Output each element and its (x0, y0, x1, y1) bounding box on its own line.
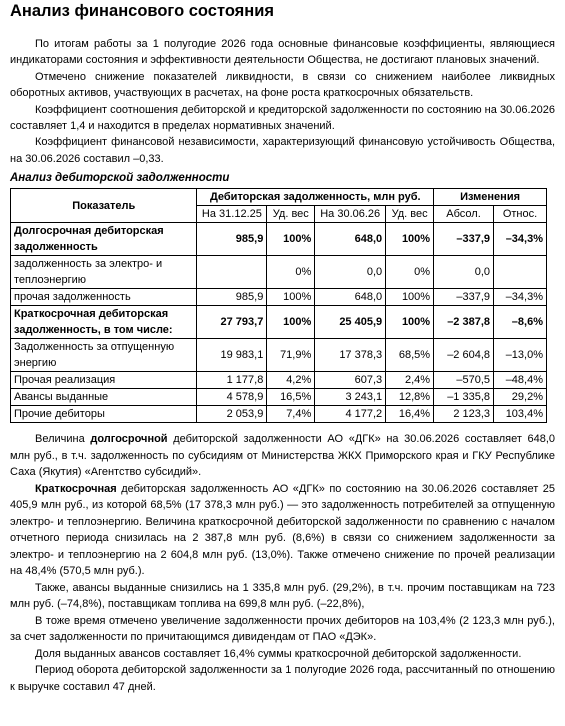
cell: 103,4% (494, 406, 547, 423)
cell: 71,9% (267, 339, 315, 372)
cell: 16,4% (386, 406, 434, 423)
cell: 4,2% (267, 372, 315, 389)
cell: 2 123,3 (434, 406, 494, 423)
cell: –8,6% (494, 306, 547, 339)
cell: –34,3% (494, 223, 547, 256)
cell: 648,0 (315, 289, 386, 306)
cell: 1 177,8 (197, 372, 267, 389)
cell (494, 256, 547, 289)
subheader-cell: Относ. (494, 206, 547, 223)
cell: 100% (386, 306, 434, 339)
cell: –337,9 (434, 289, 494, 306)
cell: –570,5 (434, 372, 494, 389)
page-title: Анализ финансового состояния (10, 2, 275, 20)
cell: 25 405,9 (315, 306, 386, 339)
table-row (11, 306, 547, 339)
cell: –2 604,8 (434, 339, 494, 372)
row-label: Прочая реализация (11, 372, 197, 389)
cell: 3 243,1 (315, 389, 386, 406)
cell: 648,0 (315, 223, 386, 256)
table-row (11, 339, 547, 372)
header-changes: Изменения (434, 189, 547, 206)
table-row (11, 289, 547, 306)
subheader-cell: На 31.12.25 (197, 206, 267, 223)
text-run: дебиторской задолженности АО «ДГК» на 30.06.2026 составляет 648,0 млн руб., в т.ч. задолженность по субсидиям от Министерства ЖКХ Приморского края и ГКУ Республике Саха (Якутия) «Агентство субсидий». (10, 433, 555, 479)
row-label: задолженность за электро- и теплоэнергию (11, 256, 197, 289)
cell: 0,0 (434, 256, 494, 289)
cell: –34,3% (494, 289, 547, 306)
intro-paragraph: По итогам работы за 1 полугодие 2026 года основные финансовые коэффициенты, являющиеся индикаторами состояния и эффективности деятельности Общества, не достигают плановых значений. (10, 38, 555, 67)
text-run: дебиторская задолженность АО «ДГК» по состоянию на 30.06.2026 составляет 25 405,9 млн руб., из которой 68,5% (17 378,3 млн руб.) — это задолженность потребителей за отпущенную электро- и теплоэнергию. Величина краткосрочной дебиторской задолженности по сравнению с началом отчетного периода снизилась на 2 387,8 млн руб. (8,6%) в связи со снижением задолженности за электро- и теплоэнергию на 2 604,8 млн руб. (13,0%). Также отмечено снижение по прочей реализации на 48,4% (570,5 млн руб.). (10, 482, 555, 578)
subheader-cell: На 30.06.26 (315, 206, 386, 223)
cell: 0% (267, 256, 315, 289)
cell: 0% (386, 256, 434, 289)
subheader-cell: Уд. вес (267, 206, 315, 223)
cell: 68,5% (386, 339, 434, 372)
cell: 100% (386, 289, 434, 306)
cell: –2 387,8 (434, 306, 494, 339)
table-row (11, 406, 547, 423)
cell: 2 053,9 (197, 406, 267, 423)
subheader-cell: Уд. вес (386, 206, 434, 223)
cell: 4 578,9 (197, 389, 267, 406)
row-label: Долгосрочная дебиторская задолженность (11, 223, 197, 256)
subheader-cell: Абсол. (434, 206, 494, 223)
cell: 100% (267, 306, 315, 339)
cell: 4 177,2 (315, 406, 386, 423)
analysis-paragraph: В тоже время отмечено увеличение задолженности прочих дебиторов на 103,4% (2 123,3 млн руб.), за счет задолженности по причитающимся дивидендам от ПАО «ДЭК». (10, 614, 555, 644)
analysis-paragraph: Период оборота дебиторской задолженности за 1 полугодие 2026 года, рассчитанный по отношению к выручке составил 47 дней. (10, 664, 555, 693)
text-run: Величина (35, 433, 91, 446)
table-row (11, 223, 547, 256)
cell: 100% (267, 223, 315, 256)
table-row (11, 389, 547, 406)
cell: 12,8% (386, 389, 434, 406)
cell: 29,2% (494, 389, 547, 406)
intro-paragraph: Коэффициент соотношения дебиторской и кредиторской задолженности по состоянию на 30.06.2026 составляет 1,4 и находится в пределах нормативных значений. (10, 103, 555, 133)
header-indicator: Показатель (11, 189, 197, 223)
intro-paragraph: Коэффициент финансовой независимости, характеризующий финансовую устойчивость Общества, на 30.06.2026 составил –0,33. (10, 136, 555, 165)
section-subtitle: Анализ дебиторской задолженности (10, 172, 230, 185)
table-header-row (11, 189, 547, 206)
intro-section (10, 36, 555, 167)
cell: 17 378,3 (315, 339, 386, 372)
receivables-table (10, 188, 547, 423)
row-label: Авансы выданные (11, 389, 197, 406)
analysis-paragraph (10, 481, 555, 580)
row-label: прочая задолженность (11, 289, 197, 306)
cell: 985,9 (197, 223, 267, 256)
cell (197, 256, 267, 289)
row-label: Краткосрочная дебиторская задолженность, в том числе: (11, 306, 197, 339)
cell: –337,9 (434, 223, 494, 256)
cell: 607,3 (315, 372, 386, 389)
cell: 7,4% (267, 406, 315, 423)
header-debt: Дебиторская задолженность, млн руб. (197, 189, 434, 206)
row-label: Задолженность за отпущенную энергию (11, 339, 197, 372)
analysis-paragraph (10, 431, 555, 481)
cell: –1 335,8 (434, 389, 494, 406)
analysis-paragraph: Доля выданных авансов составляет 16,4% суммы краткосрочной дебиторской задолженности. (35, 647, 522, 660)
table-row (11, 372, 547, 389)
cell: –48,4% (494, 372, 547, 389)
cell: 100% (386, 223, 434, 256)
cell: 0,0 (315, 256, 386, 289)
analysis-paragraph: Также, авансы выданные снизились на 1 335,8 млн руб. (29,2%), в т.ч. прочим поставщикам на 723 млн руб. (–74,8%), поставщикам топлива на 699,8 млн руб. (–22,8%), (10, 581, 555, 611)
cell: –13,0% (494, 339, 547, 372)
text-run-bold: Краткосрочная (35, 482, 117, 495)
row-label: Прочие дебиторы (11, 406, 197, 423)
analysis-section (10, 431, 555, 695)
cell: 2,4% (386, 372, 434, 389)
intro-paragraph: Отмечено снижение показателей ликвидности, в связи со снижением наиболее ликвидных оборотных активов, участвующих в расчетах, на фоне роста краткосрочных обязательств. (10, 70, 555, 100)
text-run-bold: долгосрочной (90, 433, 168, 446)
cell: 100% (267, 289, 315, 306)
cell: 27 793,7 (197, 306, 267, 339)
table-row (11, 256, 547, 289)
cell: 16,5% (267, 389, 315, 406)
cell: 19 983,1 (197, 339, 267, 372)
cell: 985,9 (197, 289, 267, 306)
